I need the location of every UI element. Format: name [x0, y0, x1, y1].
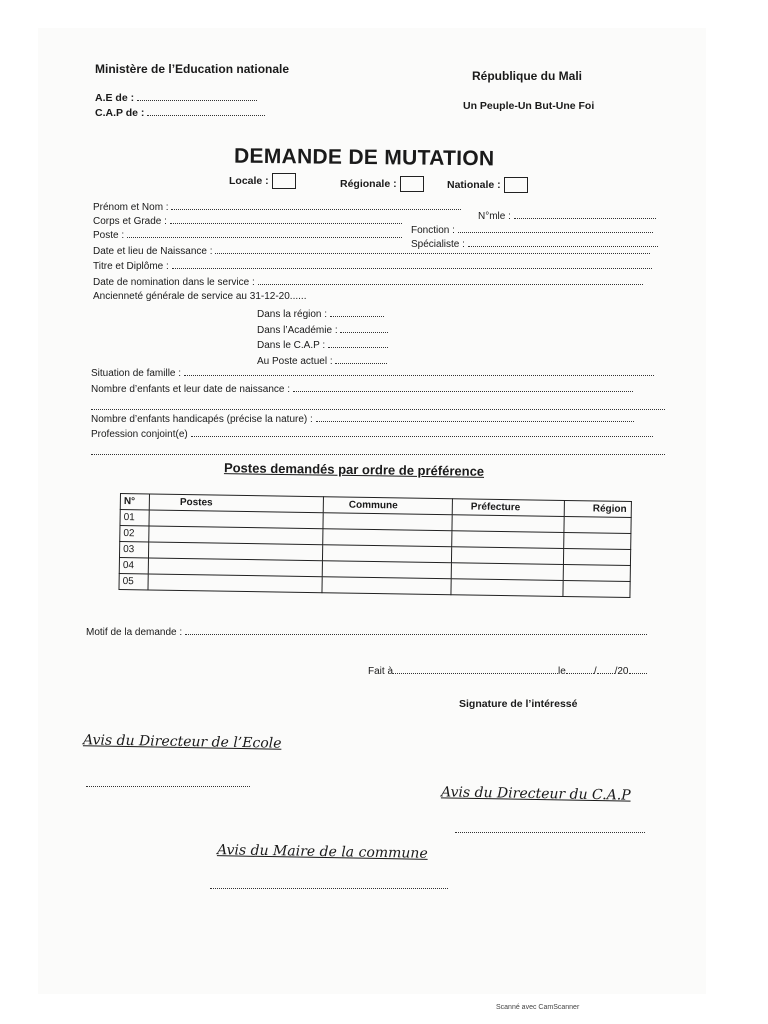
row-number: 04: [119, 557, 148, 573]
date-nomination-dots[interactable]: [258, 275, 643, 285]
republique-label: République du Mali: [472, 69, 582, 83]
type-nationale-label: Nationale :: [447, 178, 501, 191]
cell-region[interactable]: [563, 548, 630, 565]
nmle-label: N°mle :: [478, 211, 511, 222]
avis-directeur-cap: Avis du Directeur du C.A.P: [440, 784, 631, 804]
enfants-handicapes-dots[interactable]: [316, 412, 634, 422]
dans-region-label: Dans la région :: [257, 309, 328, 320]
motif-label: Motif de la demande :: [86, 627, 183, 638]
field-dans-academie: [257, 323, 388, 337]
nombre-enfants-dots[interactable]: [293, 382, 633, 392]
dans-region-dots[interactable]: [330, 307, 384, 317]
specialiste-label: Spécialiste :: [411, 239, 465, 250]
prenom-nom-label: Prénom et Nom :: [93, 202, 169, 213]
avis-directeur-ecole-line: [86, 774, 250, 792]
dans-cap-label: Dans le C.A.P :: [257, 340, 326, 351]
field-titre-diplome: [93, 259, 652, 273]
extra-line-dots[interactable]: [91, 400, 665, 410]
nombre-enfants-label: Nombre d’enfants et leur date de naissance :: [91, 384, 291, 395]
corps-grade-label: Corps et Grade :: [93, 216, 167, 227]
ae-dots[interactable]: [137, 91, 257, 101]
field-prenom-nom: [93, 200, 461, 214]
avis-maire-line: [210, 876, 448, 894]
header-postes: Postes: [149, 494, 323, 513]
cell-prefecture[interactable]: [451, 579, 563, 597]
fonction-label: Fonction :: [411, 225, 455, 236]
month-dots[interactable]: [597, 664, 615, 674]
field-poste: [93, 228, 402, 242]
field-motif: [86, 625, 647, 639]
dans-academie-dots[interactable]: [340, 323, 388, 333]
date-lieu-naissance-dots[interactable]: [215, 244, 650, 254]
dans-academie-label: Dans l’Académie :: [257, 325, 338, 336]
header-numero: N°: [120, 494, 149, 510]
field-dans-cap: [257, 338, 388, 352]
avis-directeur-ecole-dots[interactable]: [86, 777, 250, 787]
cell-region[interactable]: [564, 516, 631, 533]
fait-a-label: Fait à: [368, 666, 394, 677]
nationale-checkbox[interactable]: [504, 177, 528, 193]
row-number: 01: [120, 510, 149, 526]
avis-maire: Avis du Maire de la commune: [216, 842, 428, 862]
cell-poste[interactable]: [148, 574, 322, 593]
titre-diplome-label: Titre et Diplôme :: [93, 261, 169, 272]
field-corps-grade: [93, 214, 402, 228]
cell-prefecture[interactable]: [451, 547, 563, 565]
type-locale-label: Locale :: [229, 174, 269, 187]
date-lieu-naissance-label: Date et lieu de Naissance :: [93, 246, 213, 257]
type-regionale: [340, 176, 424, 192]
row-number: 05: [119, 573, 148, 589]
nmle-dots[interactable]: [514, 209, 656, 219]
field-enfants-handicapes: [91, 412, 634, 426]
cell-prefecture[interactable]: [452, 531, 564, 549]
field-date-lieu-naissance: [93, 244, 650, 258]
cell-prefecture[interactable]: [452, 515, 564, 533]
ae-field: [95, 91, 257, 104]
row-number: 03: [119, 542, 148, 558]
profession-conjoint-dots[interactable]: [191, 427, 653, 437]
au-poste-dots[interactable]: [335, 354, 387, 364]
profession-extra-line: [91, 442, 665, 460]
signature-label: Signature de l’intéressé: [459, 698, 578, 710]
field-date-nomination: [93, 275, 643, 289]
dans-cap-dots[interactable]: [328, 338, 388, 348]
anciennete-label: Ancienneté générale de service au 31-12-20......: [93, 291, 307, 302]
header-region: Région: [564, 500, 631, 517]
document-title: DEMANDE DE MUTATION: [233, 144, 495, 171]
cap-dots[interactable]: [147, 106, 265, 116]
type-nationale: [447, 177, 528, 193]
profession-conjoint-label: Profession conjoint(e): [91, 429, 188, 440]
avis-directeur-cap-line: [455, 820, 645, 838]
situation-famille-label: Situation de famille :: [91, 368, 182, 379]
locale-checkbox[interactable]: [272, 173, 296, 189]
poste-label: Poste :: [93, 230, 125, 241]
cell-region[interactable]: [563, 580, 630, 597]
postes-section-title: Postes demandés par ordre de préférence: [223, 460, 485, 479]
regionale-checkbox[interactable]: [400, 176, 424, 192]
type-regionale-label: Régionale :: [340, 177, 397, 190]
field-nombre-enfants: [91, 382, 633, 396]
cap-label: C.A.P de :: [95, 107, 145, 119]
cell-prefecture[interactable]: [451, 563, 563, 581]
cell-region[interactable]: [563, 564, 630, 581]
cell-region[interactable]: [564, 532, 631, 549]
devise-label: Un Peuple-Un But-Une Foi: [463, 100, 595, 112]
enfants-handicapes-label: Nombre d’enfants handicapés (précise la nature) :: [91, 414, 313, 425]
profession-extra-dots[interactable]: [91, 445, 665, 455]
year-dots[interactable]: [629, 664, 647, 674]
date-nomination-label: Date de nomination dans le service :: [93, 277, 255, 288]
corps-grade-dots[interactable]: [170, 214, 402, 224]
situation-famille-dots[interactable]: [184, 366, 654, 376]
header-commune: Commune: [323, 497, 452, 515]
field-profession-conjoint: [91, 427, 653, 441]
ministere-label: Ministère de l’Education nationale: [95, 62, 290, 76]
fait-a-dots[interactable]: [393, 664, 558, 674]
field-fait-a: Fait à le / /20: [368, 664, 647, 678]
date-suffix: /20: [614, 666, 629, 677]
field-dans-region: [257, 307, 384, 321]
avis-directeur-ecole: Avis du Directeur de l’Ecole: [82, 732, 282, 752]
avis-maire-dots[interactable]: [210, 879, 448, 889]
postes-table: [118, 493, 631, 598]
cell-commune[interactable]: [322, 577, 451, 595]
field-fonction: [411, 223, 653, 237]
poste-dots[interactable]: [127, 228, 402, 238]
day-dots[interactable]: [566, 664, 594, 674]
row-number: 02: [120, 526, 149, 542]
field-situation-famille: [91, 366, 654, 380]
header-prefecture: Préfecture: [452, 499, 564, 517]
motif-dots[interactable]: [185, 625, 647, 635]
titre-diplome-dots[interactable]: [172, 259, 652, 269]
le-label: le: [558, 666, 566, 677]
prenom-nom-dots[interactable]: [171, 200, 461, 210]
camscanner-footer: Scanné avec CamScanner: [496, 1004, 580, 1011]
fonction-dots[interactable]: [458, 223, 653, 233]
cap-field: [95, 106, 265, 119]
au-poste-label: Au Poste actuel :: [257, 356, 333, 367]
ae-label: A.E de :: [95, 92, 135, 104]
field-nmle: [478, 209, 656, 223]
avis-directeur-cap-dots[interactable]: [455, 823, 645, 833]
type-locale: [229, 173, 296, 189]
